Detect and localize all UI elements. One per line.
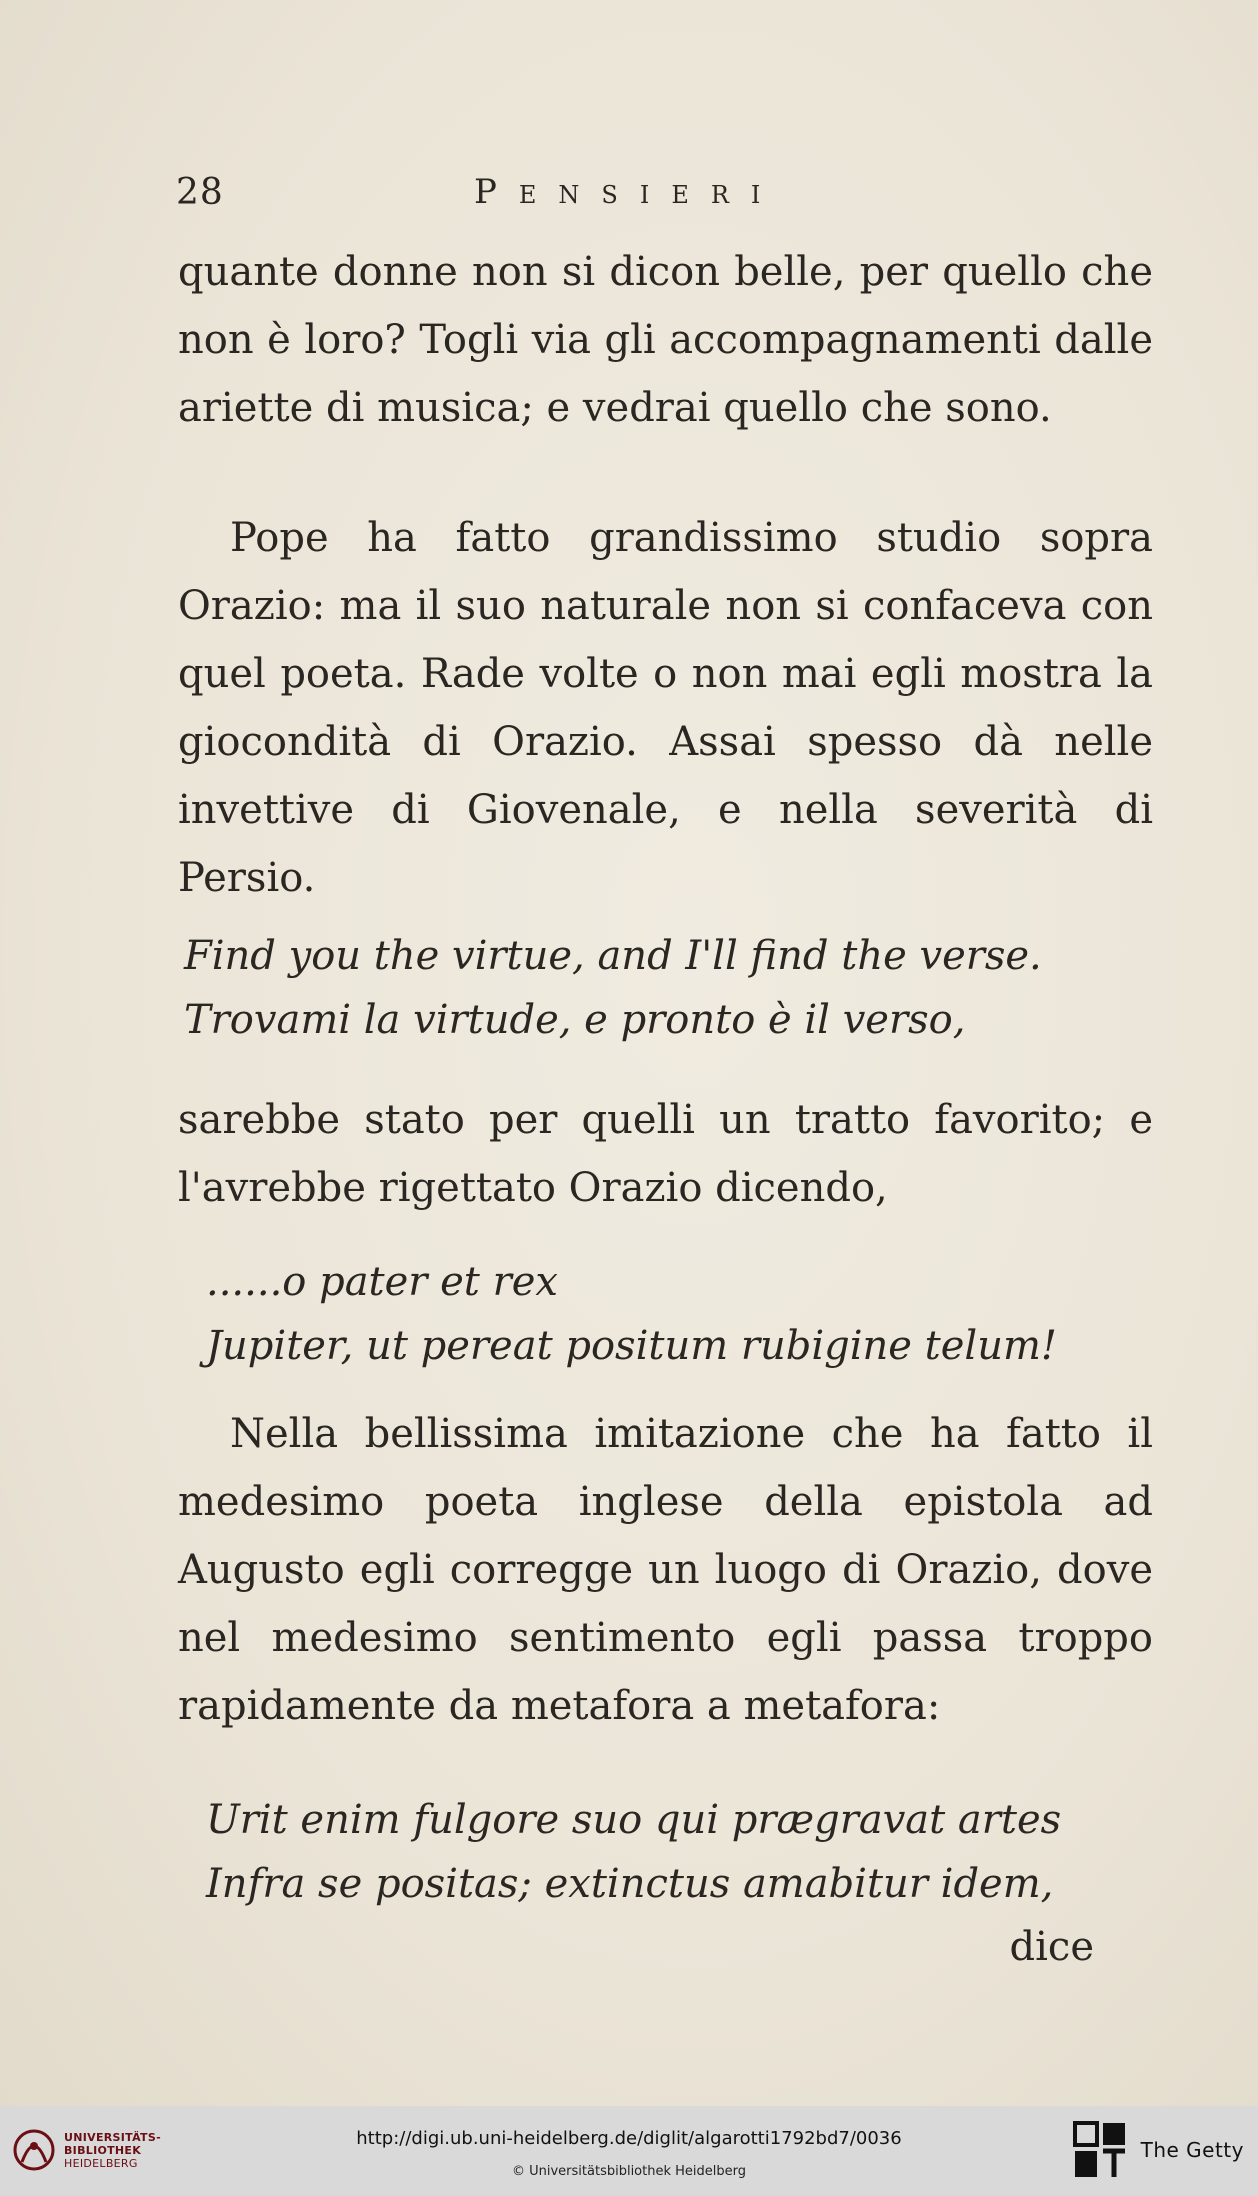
paragraph-3: [178, 1086, 1153, 1222]
library-name-line: UNIVERSITÄTS-: [64, 2130, 161, 2144]
verse-line: Urit enim fulgore suo qui prægravat artes: [206, 1797, 1062, 1843]
verse-line: Infra se positas; extinctus amabitur idem,: [206, 1861, 1054, 1907]
paragraph-text: Nella bellissima imitazione che ha fatto il medesimo poeta inglese della epistola ad Augusto egli corregge un luogo di Orazio, dove nel medesimo sentimento egli passa troppo rapidamente da metafora a metafora:: [178, 1411, 1153, 1729]
running-title: Pensieri: [474, 172, 783, 212]
copyright-notice: © Universitätsbibliothek Heidelberg: [511, 2164, 746, 2179]
page-number: 28: [176, 172, 224, 213]
partner-name: The Getty: [1140, 2138, 1244, 2162]
library-name-line: HEIDELBERG: [64, 2156, 138, 2170]
verse-line: Find you the virtue, and I'll find the verse.: [184, 933, 1042, 979]
verse-line: Trovami la virtude, e pronto è il verso,: [184, 997, 966, 1043]
verse-quote-pope: [184, 924, 1159, 1052]
getty-logo[interactable]: [1073, 2120, 1244, 2180]
getty-logo-icon: [1073, 2121, 1127, 2179]
paragraph-4: [178, 1400, 1153, 1740]
verse-line: Jupiter, ut pereat positum rubigine telum!: [206, 1323, 1057, 1369]
verse-line: ......o pater et rex: [206, 1259, 558, 1305]
library-name-line: BIBLIOTHEK: [64, 2143, 142, 2157]
paragraph-1: [178, 238, 1153, 442]
catchword: dice: [1009, 1924, 1094, 1970]
verse-quote-horace-1: [184, 1250, 1159, 1378]
footer-bar: [0, 2106, 1258, 2196]
verse-quote-horace-2: [184, 1788, 1159, 1916]
paragraph-2: [178, 504, 1153, 912]
paragraph-text: sarebbe stato per quelli un tratto favorito; e l'avrebbe rigettato Orazio dicendo,: [178, 1097, 1153, 1211]
paragraph-text: quante donne non si dicon belle, per quello che non è loro? Togli via gli accompagnamenti dalle ariette di musica; e vedrai quello che sono.: [178, 249, 1153, 431]
permalink-url[interactable]: http://digi.ub.uni-heidelberg.de/diglit/algarotti1792bd7/0036: [356, 2128, 902, 2149]
page-header: [176, 172, 1176, 232]
paragraph-text: Pope ha fatto grandissimo studio sopra Orazio: ma il suo naturale non si confaceva con quel poeta. Rade volte o non mai egli mostra la giocondità di Orazio. Assai spesso dà nelle invettive di Giovenale, e nella severità di Persio.: [178, 515, 1153, 901]
